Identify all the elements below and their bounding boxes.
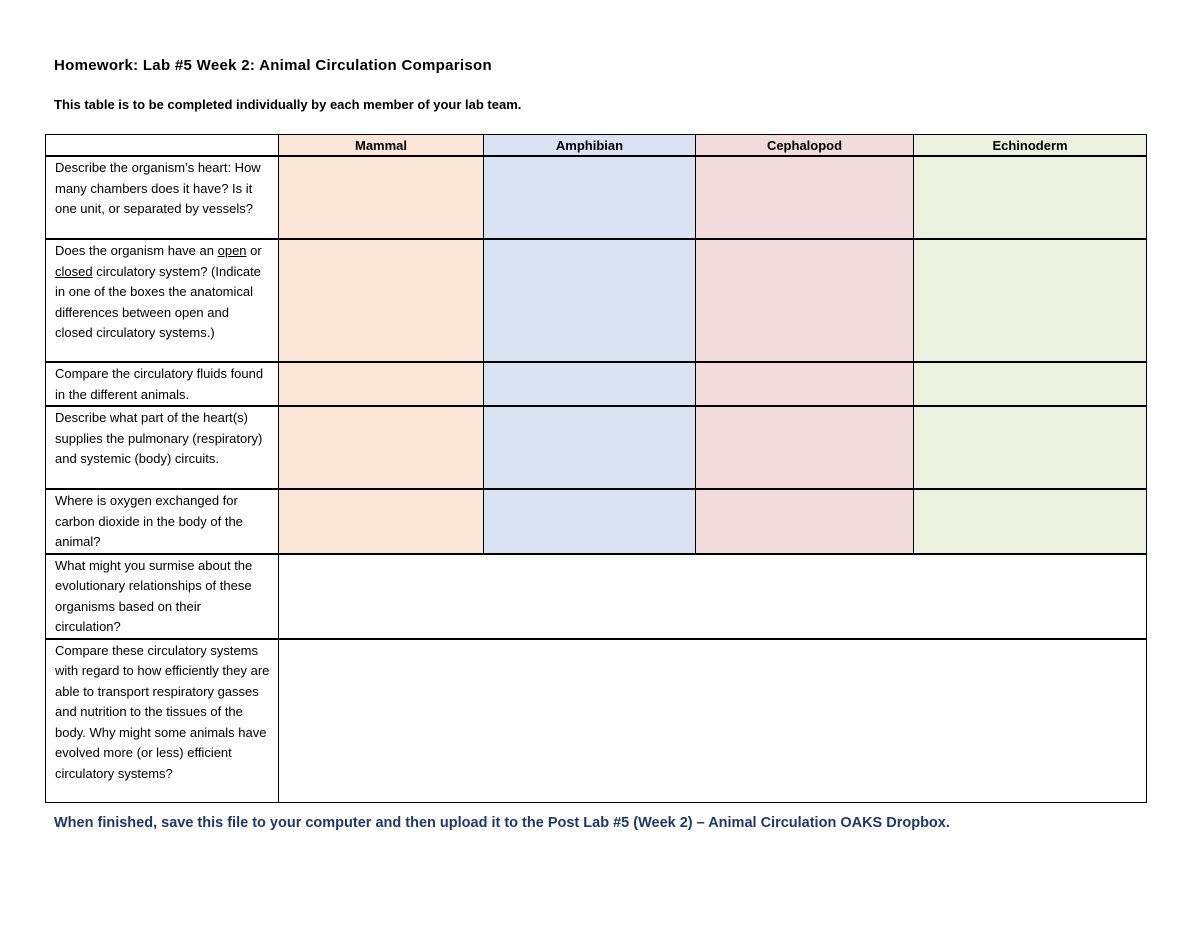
- answer-cell-cephalopod-system[interactable]: [696, 239, 914, 362]
- answer-cell-cephalopod-heart[interactable]: [696, 156, 914, 239]
- answer-cell-echinoderm-pulmonary[interactable]: [914, 406, 1147, 489]
- table-row-heart: [46, 156, 1147, 239]
- question-text-part: Does the organism have an: [55, 243, 218, 258]
- corner-cell: [46, 135, 279, 157]
- answer-cell-amphibian-fluids[interactable]: [484, 362, 696, 406]
- answer-cell-amphibian-oxygen[interactable]: [484, 489, 696, 554]
- answer-cell-cephalopod-pulmonary[interactable]: [696, 406, 914, 489]
- answer-cell-echinoderm-fluids[interactable]: [914, 362, 1147, 406]
- column-header-mammal: Mammal: [279, 135, 484, 157]
- submission-instruction: When finished, save this file to your computer and then upload it to the Post Lab #5 (Week 2) – Animal Circulation OAKS Dropbox.: [54, 815, 950, 831]
- table-row-circulatory-system: [46, 239, 1147, 362]
- header-row: [46, 135, 1147, 157]
- answer-cell-mammal-heart[interactable]: [279, 156, 484, 239]
- question-fluids: Compare the circulatory fluids found in the different animals.: [46, 362, 279, 406]
- answer-cell-efficiency[interactable]: [279, 639, 1147, 803]
- answer-cell-amphibian-pulmonary[interactable]: [484, 406, 696, 489]
- answer-cell-echinoderm-system[interactable]: [914, 239, 1147, 362]
- answer-cell-mammal-system[interactable]: [279, 239, 484, 362]
- answer-cell-amphibian-system[interactable]: [484, 239, 696, 362]
- question-pulmonary: Describe what part of the heart(s) supplies the pulmonary (respiratory) and systemic (body) circuits.: [46, 406, 279, 489]
- answer-cell-echinoderm-oxygen[interactable]: [914, 489, 1147, 554]
- table-row-evolution: [46, 554, 1147, 639]
- question-heart: Describe the organism’s heart: How many chambers does it have? Is it one unit, or separated by vessels?: [46, 156, 279, 239]
- answer-cell-echinoderm-heart[interactable]: [914, 156, 1147, 239]
- answer-cell-mammal-pulmonary[interactable]: [279, 406, 484, 489]
- table-row-pulmonary: [46, 406, 1147, 489]
- table-row-efficiency: [46, 639, 1147, 803]
- comparison-table: [45, 134, 1147, 803]
- question-circulatory-system: [46, 239, 279, 362]
- answer-cell-mammal-oxygen[interactable]: [279, 489, 484, 554]
- underlined-open: open: [217, 243, 247, 258]
- answer-cell-evolution[interactable]: [279, 554, 1147, 639]
- column-header-cephalopod: Cephalopod: [696, 135, 914, 157]
- instruction-text: This table is to be completed individually by each member of your lab team.: [54, 97, 522, 112]
- answer-cell-cephalopod-oxygen[interactable]: [696, 489, 914, 554]
- column-header-amphibian: Amphibian: [484, 135, 696, 157]
- answer-cell-amphibian-heart[interactable]: [484, 156, 696, 239]
- table-row-oxygen: [46, 489, 1147, 554]
- underlined-closed: closed: [55, 263, 93, 279]
- table-row-fluids: [46, 362, 1147, 406]
- question-evolution: What might you surmise about the evolutionary relationships of these organisms based on their circulation?: [46, 554, 279, 639]
- question-oxygen: Where is oxygen exchanged for carbon dioxide in the body of the animal?: [46, 489, 279, 554]
- column-header-echinoderm: Echinoderm: [914, 135, 1147, 157]
- question-efficiency: Compare these circulatory systems with regard to how efficiently they are able to transport respiratory gasses and nutrition to the tissues of the body. Why might some animals have evolved more (or less) efficient circulatory systems?: [46, 639, 279, 803]
- answer-cell-mammal-fluids[interactable]: [279, 362, 484, 406]
- page-title: Homework: Lab #5 Week 2: Animal Circulation Comparison: [54, 57, 492, 74]
- answer-cell-cephalopod-fluids[interactable]: [696, 362, 914, 406]
- question-text-or: or: [246, 243, 262, 258]
- question-text-part: circulatory system? (Indicate in one of the boxes the anatomical differences between open and closed circulatory systems.): [55, 263, 261, 340]
